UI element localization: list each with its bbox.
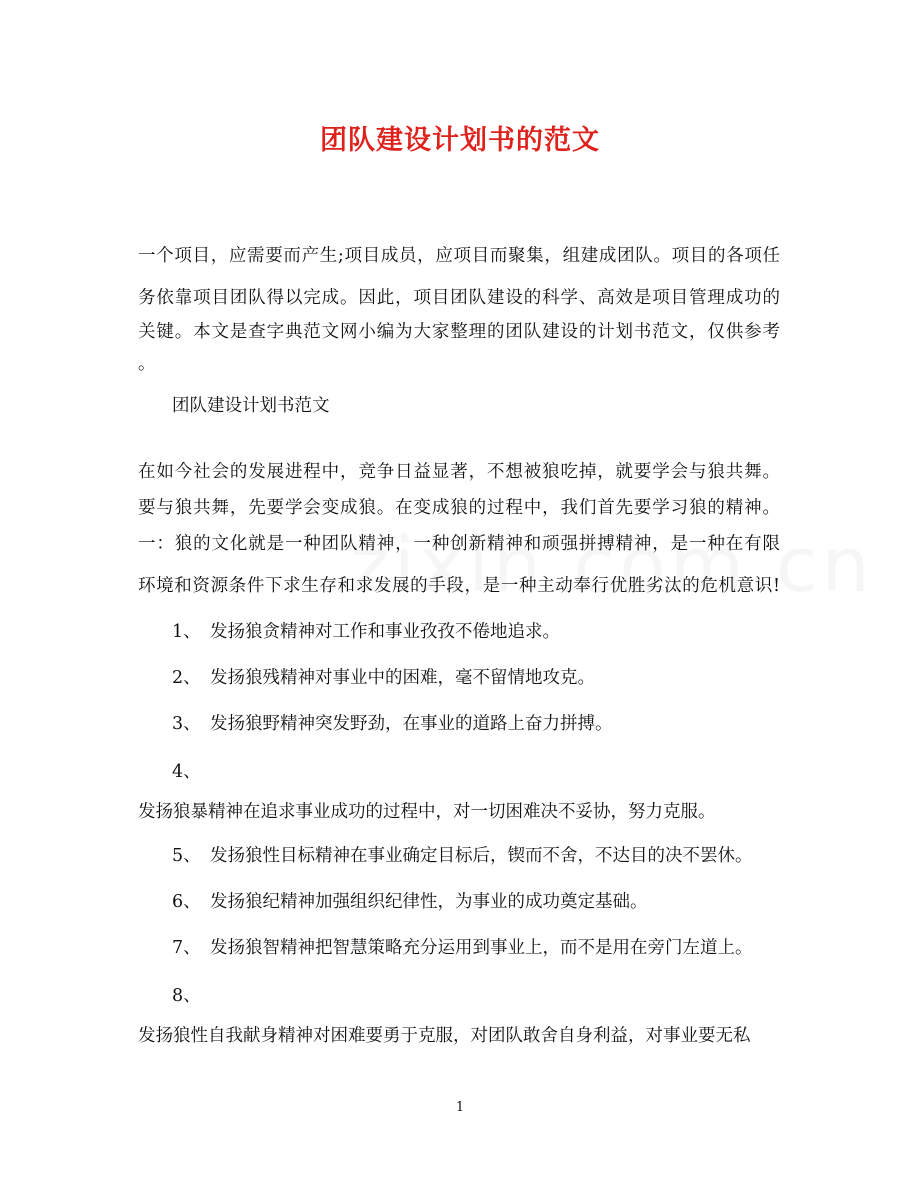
list-item [172,890,648,914]
list-item-number: 4、 [172,762,201,782]
list-item [172,844,753,868]
list-item-text: 发扬狼纪精神加强组织纪律性，为事业的成功奠定基础。 [210,892,648,912]
list-item-number: 2、 [172,668,201,688]
list-item-number: 5、 [172,846,201,866]
list-item-number: 3、 [172,714,201,734]
list-item-text: 发扬狼智精神把智慧策略充分运用到事业上，而不是用在旁门左道上。 [210,938,753,958]
intro-line-4: 。 [138,354,156,374]
section-subtitle: 团队建设计划书范文 [172,396,330,416]
list-item [172,984,210,1008]
body-line-2: 要与狼共舞，先要学会变成狼。在变成狼的过程中，我们首先要学习狼的精神。 [138,498,780,518]
list-item-number: 1、 [172,622,201,642]
list-item-text: 发扬狼野精神突发野劲，在事业的道路上奋力拼搏。 [210,714,613,734]
document-title: 团队建设计划书的范文 [320,125,600,156]
intro-line-3: 关键。本文是查字典范文网小编为大家整理的团队建设的计划书范文，仅供参考 [138,322,780,342]
page-number: 1 [455,1100,465,1115]
body-line-1: 在如今社会的发展进程中，竞争日益显著，不想被狼吃掉，就要学会与狼共舞。 [138,462,780,482]
list-item [172,760,210,784]
list-item-text: 发扬狼性目标精神在事业确定目标后，锲而不舍，不达目的决不罢休。 [210,846,753,866]
list-item-text: 发扬狼残精神对事业中的困难，毫不留情地攻克。 [210,668,595,688]
list-item [172,620,560,644]
watermark [350,520,874,609]
intro-line-2: 务依靠项目团队得以完成。因此，项目团队建设的科学、高效是项目管理成功的 [138,288,780,308]
list-item [172,712,613,736]
list-item-number: 6、 [172,892,201,912]
intro-line-1: 一个项目，应需要而产生;项目成员，应项目而聚集，组建成团队。项目的各项任 [138,246,780,266]
body-line-4: 环境和资源条件下求生存和求发展的手段，是一种主动奉行优胜劣汰的危机意识! [138,576,780,596]
list-item-continuation: 发扬狼性自我献身精神对困难要勇于克服，对团队敢舍自身利益，对事业要无私 [138,1026,751,1046]
list-item-number: 7、 [172,938,201,958]
list-item [172,936,753,960]
list-item [172,666,595,690]
body-line-3: 一：狼的文化就是一种团队精神，一种创新精神和顽强拼搏精神，是一种在有限 [138,534,780,554]
list-item-number: 8、 [172,986,201,1006]
list-item-continuation: 发扬狼暴精神在追求事业成功的过程中，对一切困难决不妥协，努力克服。 [138,802,716,822]
list-item-text: 发扬狼贪精神对工作和事业孜孜不倦地追求。 [210,622,560,642]
